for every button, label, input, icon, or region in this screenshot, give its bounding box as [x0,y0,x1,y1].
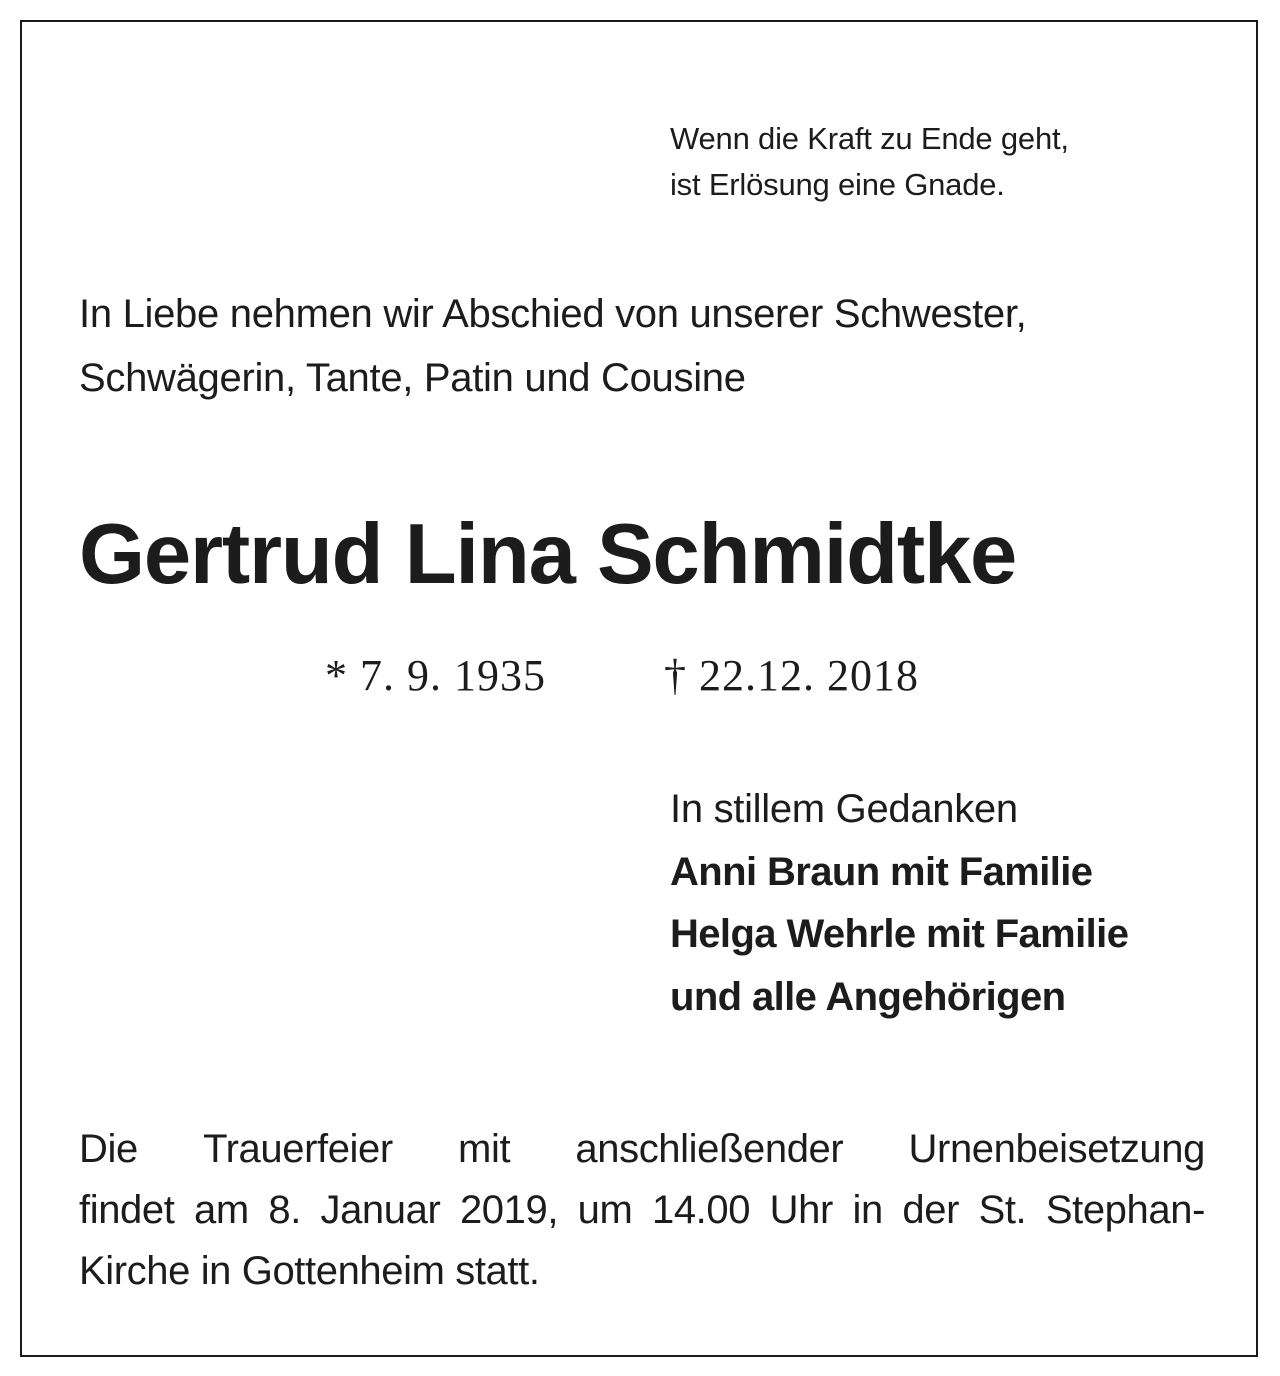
funeral-word: mit [458,1127,511,1171]
death-date: † 22.12. 2018 [664,651,919,700]
mourner-name: und alle Angehörigen [670,974,1066,1019]
funeral-word: 2019, [459,1188,559,1232]
funeral-word: 8. [268,1188,301,1232]
funeral-word: Uhr [769,1188,833,1232]
funeral-word: Januar [320,1188,441,1232]
funeral-word: Trauerfeier [203,1127,393,1171]
deceased-name: Gertrud Lina Schmidtke [79,507,1017,602]
funeral-word: 14.00 [651,1188,751,1232]
mourners-block [670,778,1128,1028]
funeral-line-2 [79,1180,1205,1241]
funeral-word: anschließender [575,1127,844,1171]
motto [670,116,1069,208]
funeral-line-3: Kirche in Gottenheim statt. [79,1249,540,1293]
funeral-word: Stephan- [1045,1188,1205,1232]
mourner-name: Helga Wehrle mit Familie [670,912,1129,956]
funeral-line-1 [79,1119,1205,1180]
funeral-word: der [902,1188,959,1232]
obituary-notice [20,20,1258,1357]
funeral-word: Die [79,1127,138,1171]
funeral-word: um [577,1188,633,1232]
motto-line-2: ist Erlösung eine Gnade. [670,167,1005,202]
funeral-word: Urnenbeisetzung [908,1127,1205,1171]
mourners-heading: In stillem Gedanken [670,787,1018,831]
intro-line-1: In Liebe nehmen wir Abschied von unserer Schwester, [79,292,1027,336]
funeral-word: St. [978,1188,1027,1232]
birth-date: * 7. 9. 1935 [325,651,546,700]
intro-line-2: Schwägerin, Tante, Patin und Cousine [79,356,746,400]
funeral-word: findet [79,1188,175,1232]
funeral-word: am [194,1188,249,1232]
funeral-info [79,1119,1205,1302]
intro-text [79,282,1203,410]
funeral-word: in [852,1188,883,1232]
motto-line-1: Wenn die Kraft zu Ende geht, [670,121,1069,156]
mourner-name: Anni Braun mit Familie [670,849,1093,894]
